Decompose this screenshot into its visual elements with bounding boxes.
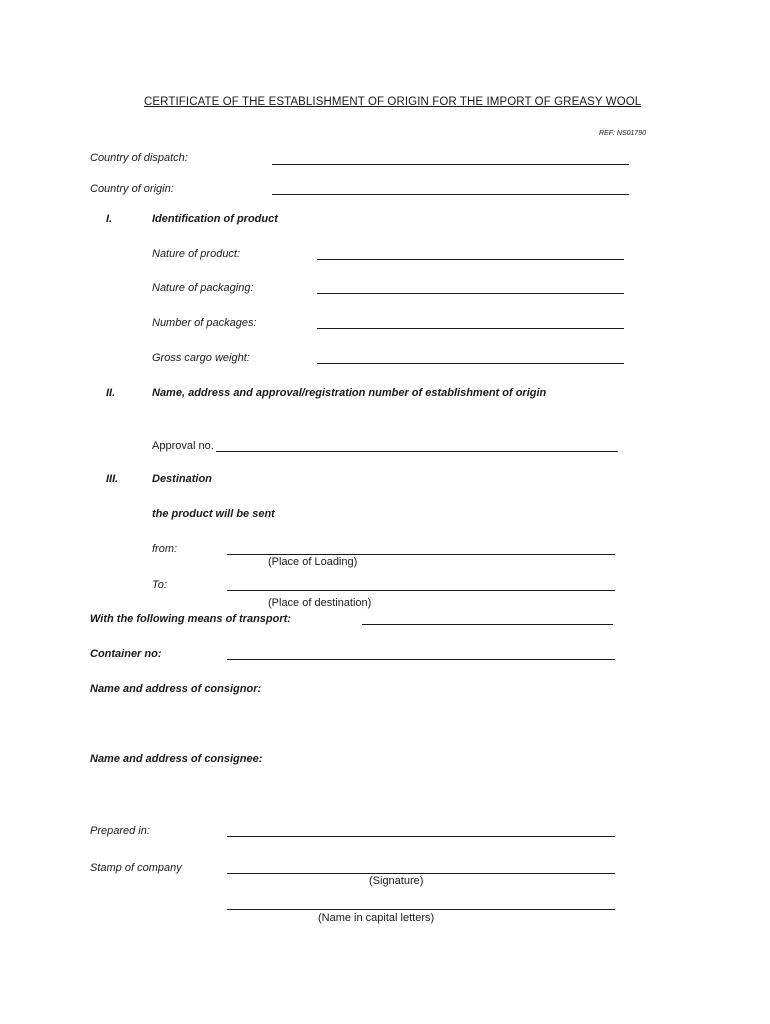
document-title: CERTIFICATE OF THE ESTABLISHMENT OF ORIGIN FOR THE IMPORT OF GREASY WOOL [144,96,642,108]
approval-number-field[interactable] [216,451,618,452]
container-number-field[interactable] [227,659,615,660]
consignee-label: Name and address of consignee: [90,753,263,765]
section-3-heading: Destination [152,473,212,485]
section-3-number: III. [106,473,119,485]
signature-caption: (Signature) [369,875,424,887]
consignor-label: Name and address of consignor: [90,683,262,695]
number-of-packages-label: Number of packages: [152,317,257,329]
stamp-of-company-label: Stamp of company [90,862,182,874]
name-in-capitals-field[interactable] [227,909,615,910]
name-in-capitals-caption: (Name in capital letters) [318,912,435,924]
nature-of-packaging-label: Nature of packaging: [152,282,254,294]
approval-number-label: Approval no. [152,440,214,452]
section-3-subheading: the product will be sent [152,508,275,520]
country-of-origin-field[interactable] [272,194,629,195]
reference-number: REF: NS01790 [599,130,647,137]
section-1-number: I. [106,213,113,225]
nature-of-product-label: Nature of product: [152,248,241,260]
section-1-heading: Identification of product [152,213,278,225]
place-of-destination-field[interactable] [227,590,615,591]
gross-cargo-weight-label: Gross cargo weight: [152,352,250,364]
means-of-transport-label: With the following means of transport: [90,613,291,625]
means-of-transport-field[interactable] [362,624,613,625]
to-label: To: [152,579,167,591]
country-of-origin-label: Country of origin: [90,183,174,195]
place-of-loading-field[interactable] [227,554,615,555]
from-label: from: [152,543,178,555]
country-of-dispatch-field[interactable] [272,164,629,165]
place-of-destination-caption: (Place of destination) [268,597,372,609]
signature-field[interactable] [227,873,615,874]
number-of-packages-field[interactable] [317,328,624,329]
section-2-heading: Name, address and approval/registration number of establishment of origin [152,387,547,399]
section-2-number: II. [106,387,116,399]
nature-of-product-field[interactable] [317,259,624,260]
prepared-in-label: Prepared in: [90,825,150,837]
gross-cargo-weight-field[interactable] [317,363,624,364]
country-of-dispatch-label: Country of dispatch: [90,152,188,164]
nature-of-packaging-field[interactable] [317,293,624,294]
place-of-loading-caption: (Place of Loading) [268,556,358,568]
prepared-in-field[interactable] [227,836,615,837]
container-number-label: Container no: [90,648,162,660]
